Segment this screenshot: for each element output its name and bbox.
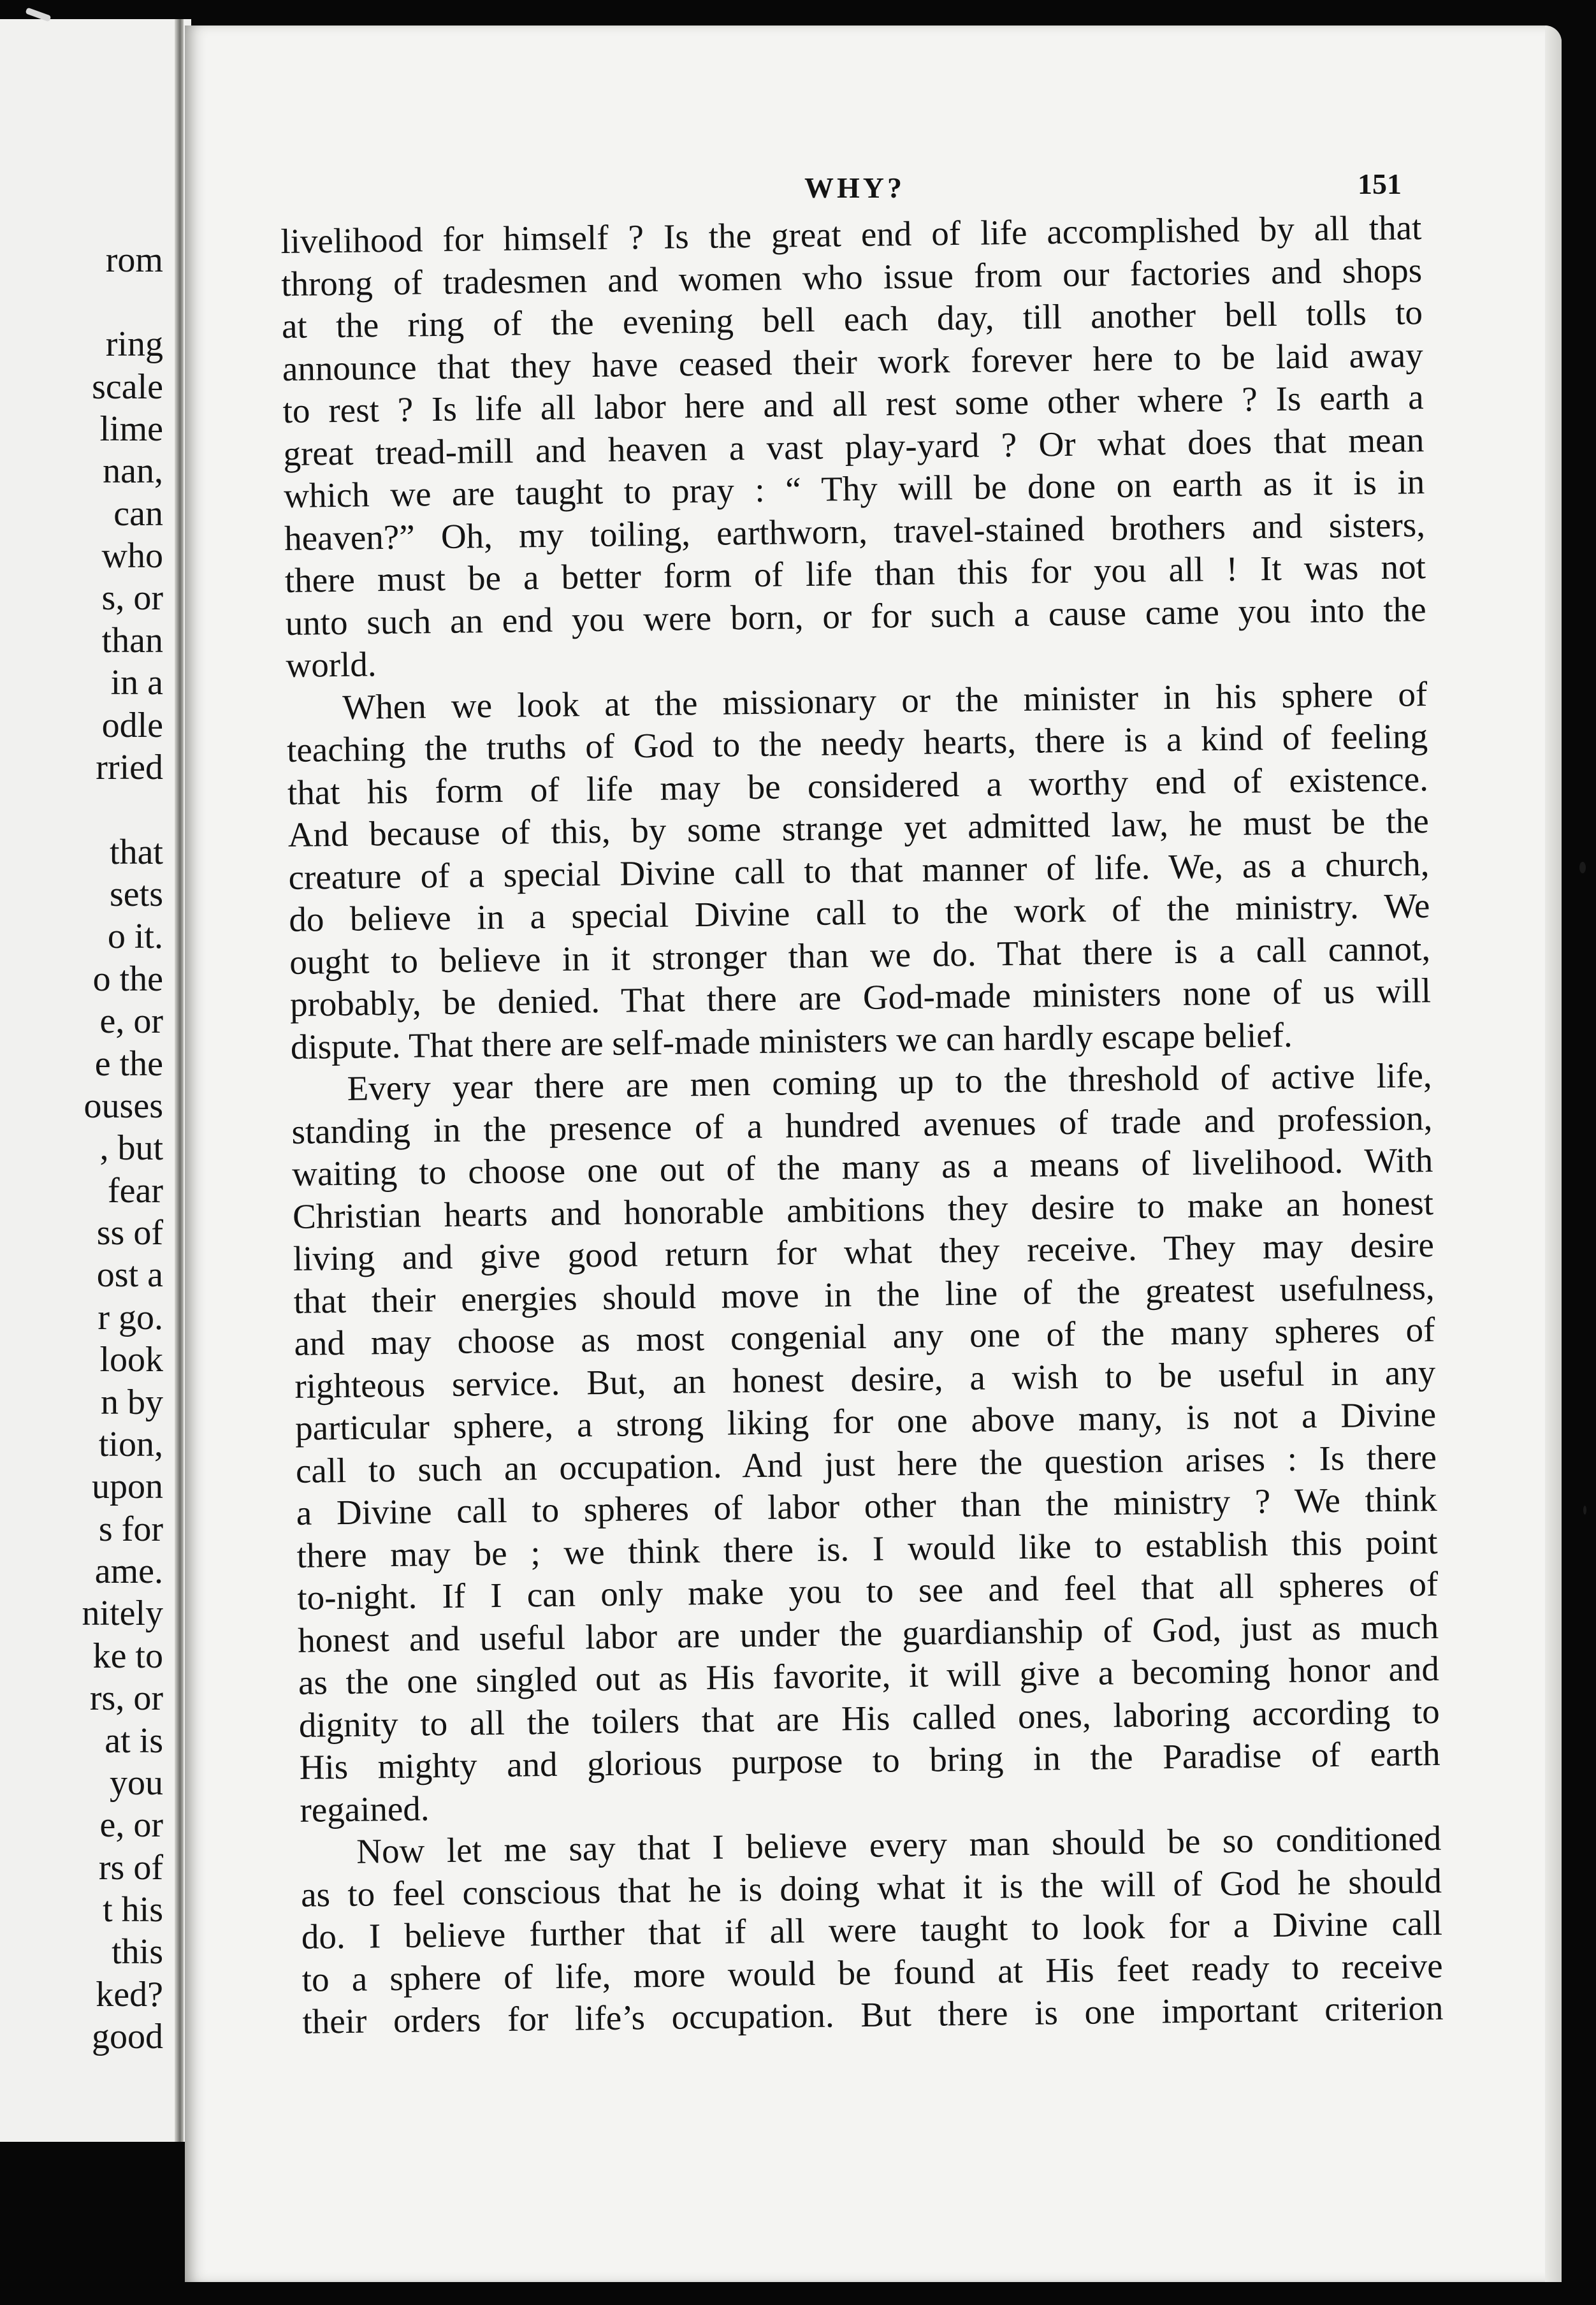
previous-page-line-fragment: s for bbox=[98, 1509, 163, 1549]
text-line: And because of this, by some strange yet admitted law, he must be the bbox=[287, 801, 1430, 854]
previous-page-line-fragment: nitely bbox=[82, 1594, 163, 1633]
text-line: ought to believe in it stronger than we do. That there is a call cannot, bbox=[289, 928, 1431, 982]
previous-page-line-fragment: who bbox=[101, 536, 163, 576]
previous-page-line-fragment: odle bbox=[101, 706, 163, 745]
text-line: righteous service. But, an honest desire, a wish to be useful in any bbox=[294, 1352, 1436, 1406]
previous-page-line-fragment: s, or bbox=[101, 578, 163, 618]
previous-page-line-fragment: rom bbox=[105, 240, 163, 280]
text-line: to a sphere of life, more would be found at His feet ready to receive bbox=[301, 1945, 1443, 1999]
previous-page-line-fragment: sets bbox=[110, 875, 163, 914]
previous-page-line-fragment: o it. bbox=[107, 917, 163, 956]
previous-page-line-fragment: rs, or bbox=[89, 1678, 163, 1718]
previous-page-line-fragment: ked? bbox=[96, 1975, 163, 2014]
previous-page-line-fragment: good bbox=[92, 2017, 163, 2056]
book-page bbox=[185, 25, 1562, 2282]
previous-page-line-fragment: upon bbox=[92, 1467, 163, 1506]
previous-page-line-fragment: e, or bbox=[99, 1805, 163, 1845]
previous-page-line-fragment: r go. bbox=[98, 1298, 163, 1337]
scan-speck bbox=[1583, 1506, 1586, 1515]
text-line: their orders for life’s occupation. But there is one important criterion bbox=[302, 1988, 1444, 2041]
previous-page-line-fragment: lime bbox=[99, 409, 163, 449]
text-line: Christian hearts and honorable ambitions they desire to make an honest bbox=[292, 1182, 1434, 1236]
text-line: throng of tradesmen and women who issue from our factories and shops bbox=[280, 250, 1423, 303]
body-text bbox=[280, 207, 1444, 2043]
page-number: 151 bbox=[1358, 168, 1402, 200]
previous-page-line-fragment: than bbox=[101, 621, 163, 660]
text-line: as the one singled out as His favorite, it will give a becoming honor and bbox=[298, 1648, 1440, 1702]
text-line: probably, be denied. That there are God-made ministers none of us will bbox=[289, 971, 1432, 1024]
text-line: which we are taught to pray : “ Thy will be done on earth as it is in bbox=[283, 462, 1425, 515]
text-line: heaven?” Oh, my toiling, earthworn, travel-stained brothers and sisters, bbox=[284, 504, 1426, 558]
text-line: dispute. That there are self-made ministers we can hardly escape belief. bbox=[290, 1015, 1293, 1066]
previous-page-line-fragment: ke to bbox=[92, 1636, 163, 1676]
running-title: WHY? bbox=[804, 171, 905, 204]
text-line: Now let me say that I believe every man should be so conditioned bbox=[356, 1818, 1442, 1871]
text-line: that his form of life may be considered a worthy end of existence. bbox=[287, 759, 1429, 812]
text-line: that their energies should move in the line of the greatest usefulness, bbox=[293, 1267, 1435, 1321]
text-line: particular sphere, a strong liking for one above many, is not a Divine bbox=[294, 1394, 1437, 1448]
previous-page-line-fragment: this bbox=[112, 1932, 163, 1972]
text-line: call to such an occupation. And just here the question arises : Is there bbox=[295, 1437, 1437, 1490]
text-line: unto such an end you were born, or for such a cause came you into the bbox=[285, 589, 1426, 643]
previous-page-line-fragment: n by bbox=[101, 1383, 163, 1422]
text-line: there may be ; we think there is. I would like to establish this point bbox=[296, 1522, 1438, 1575]
previous-page-line-fragment: ouses bbox=[83, 1086, 163, 1126]
text-line: creature of a special Divine call to that manner of life. We, as a church, bbox=[288, 843, 1430, 897]
previous-page-line-fragment: you bbox=[110, 1763, 163, 1803]
text-line: livelihood for himself ? Is the great end of life accomplished by all that bbox=[280, 208, 1422, 261]
text-line: and may choose as most congenial any one of the many spheres of bbox=[294, 1310, 1435, 1363]
text-line: living and give good return for what they receive. They may desire bbox=[293, 1225, 1435, 1278]
previous-page-line-fragment: that bbox=[110, 833, 163, 872]
previous-page-line-fragment: o the bbox=[92, 959, 163, 999]
previous-page-fragment bbox=[0, 19, 191, 2142]
previous-page-line-fragment: can bbox=[113, 494, 163, 534]
text-line: world. bbox=[286, 644, 377, 685]
text-line: waiting to choose one out of the many as a means of livelihood. With bbox=[291, 1140, 1433, 1193]
text-line: When we look at the missionary or the minister in his sphere of bbox=[342, 674, 1428, 727]
text-line: there must be a better form of life than this for you all ! It was not bbox=[284, 547, 1426, 600]
text-line: do. I believe further that if all were taught to look for a Divine call bbox=[301, 1903, 1443, 1956]
previous-page-line-fragment: fear bbox=[107, 1171, 163, 1211]
previous-page-line-fragment: rried bbox=[96, 748, 163, 787]
text-line: to-night. If I can only make you to see and feel that all spheres of bbox=[297, 1564, 1439, 1617]
previous-page-line-fragment: ame. bbox=[94, 1552, 163, 1591]
previous-page-line-fragment: e, or bbox=[99, 1001, 163, 1041]
previous-page-line-fragment: at is bbox=[105, 1721, 163, 1761]
previous-page-line-fragment: ost a bbox=[96, 1255, 163, 1295]
previous-page-line-fragment: , but bbox=[99, 1128, 163, 1168]
text-line: standing in the presence of a hundred avenues of trade and profession, bbox=[291, 1098, 1433, 1151]
text-line: teaching the truths of God to the needy hearts, there is a kind of feeling bbox=[286, 716, 1428, 769]
text-line: to rest ? Is life all labor here and all rest some other where ? Is earth a bbox=[282, 377, 1424, 430]
previous-page-line-fragment: scale bbox=[92, 367, 163, 407]
text-line: at the ring of the evening bell each day, till another bell tolls to bbox=[281, 293, 1423, 345]
text-line: Every year there are men coming up to the threshold of active life, bbox=[347, 1056, 1432, 1108]
previous-page-line-fragment: nan, bbox=[103, 451, 163, 491]
text-line: regained. bbox=[300, 1788, 430, 1829]
previous-page-line-fragment: e the bbox=[94, 1044, 163, 1084]
text-line: dignity to all the toilers that are His called ones, laboring according to bbox=[298, 1691, 1440, 1745]
previous-page-line-fragment: ring bbox=[105, 324, 163, 364]
previous-page-line-fragment: in a bbox=[110, 663, 163, 702]
text-line: do believe in a special Divine call to the work of the ministry. We bbox=[289, 886, 1430, 939]
previous-page-line-fragment: look bbox=[99, 1340, 163, 1379]
gutter-shadow bbox=[175, 19, 184, 2142]
previous-page-line-fragment: rs of bbox=[98, 1848, 163, 1887]
page-edge bbox=[1545, 25, 1562, 2282]
text-line: announce that they have ceased their work forever here to be laid away bbox=[282, 335, 1424, 388]
text-line: His mighty and glorious purpose to bring in the Paradise of earth bbox=[299, 1733, 1440, 1787]
previous-page-line-fragment: t his bbox=[103, 1890, 163, 1930]
text-line: as to feel conscious that he is doing what it is the will of God he should bbox=[300, 1861, 1442, 1914]
text-line: honest and useful labor are under the guardianship of God, just as much bbox=[297, 1606, 1439, 1660]
previous-page-line-fragment: tion, bbox=[98, 1425, 163, 1464]
scan-speck bbox=[1579, 862, 1586, 873]
previous-page-line-fragment: ss of bbox=[96, 1213, 163, 1253]
text-line: great tread-mill and heaven a vast play-yard ? Or what does that mean bbox=[283, 419, 1425, 473]
text-line: a Divine call to spheres of labor other than the ministry ? We think bbox=[296, 1479, 1438, 1532]
